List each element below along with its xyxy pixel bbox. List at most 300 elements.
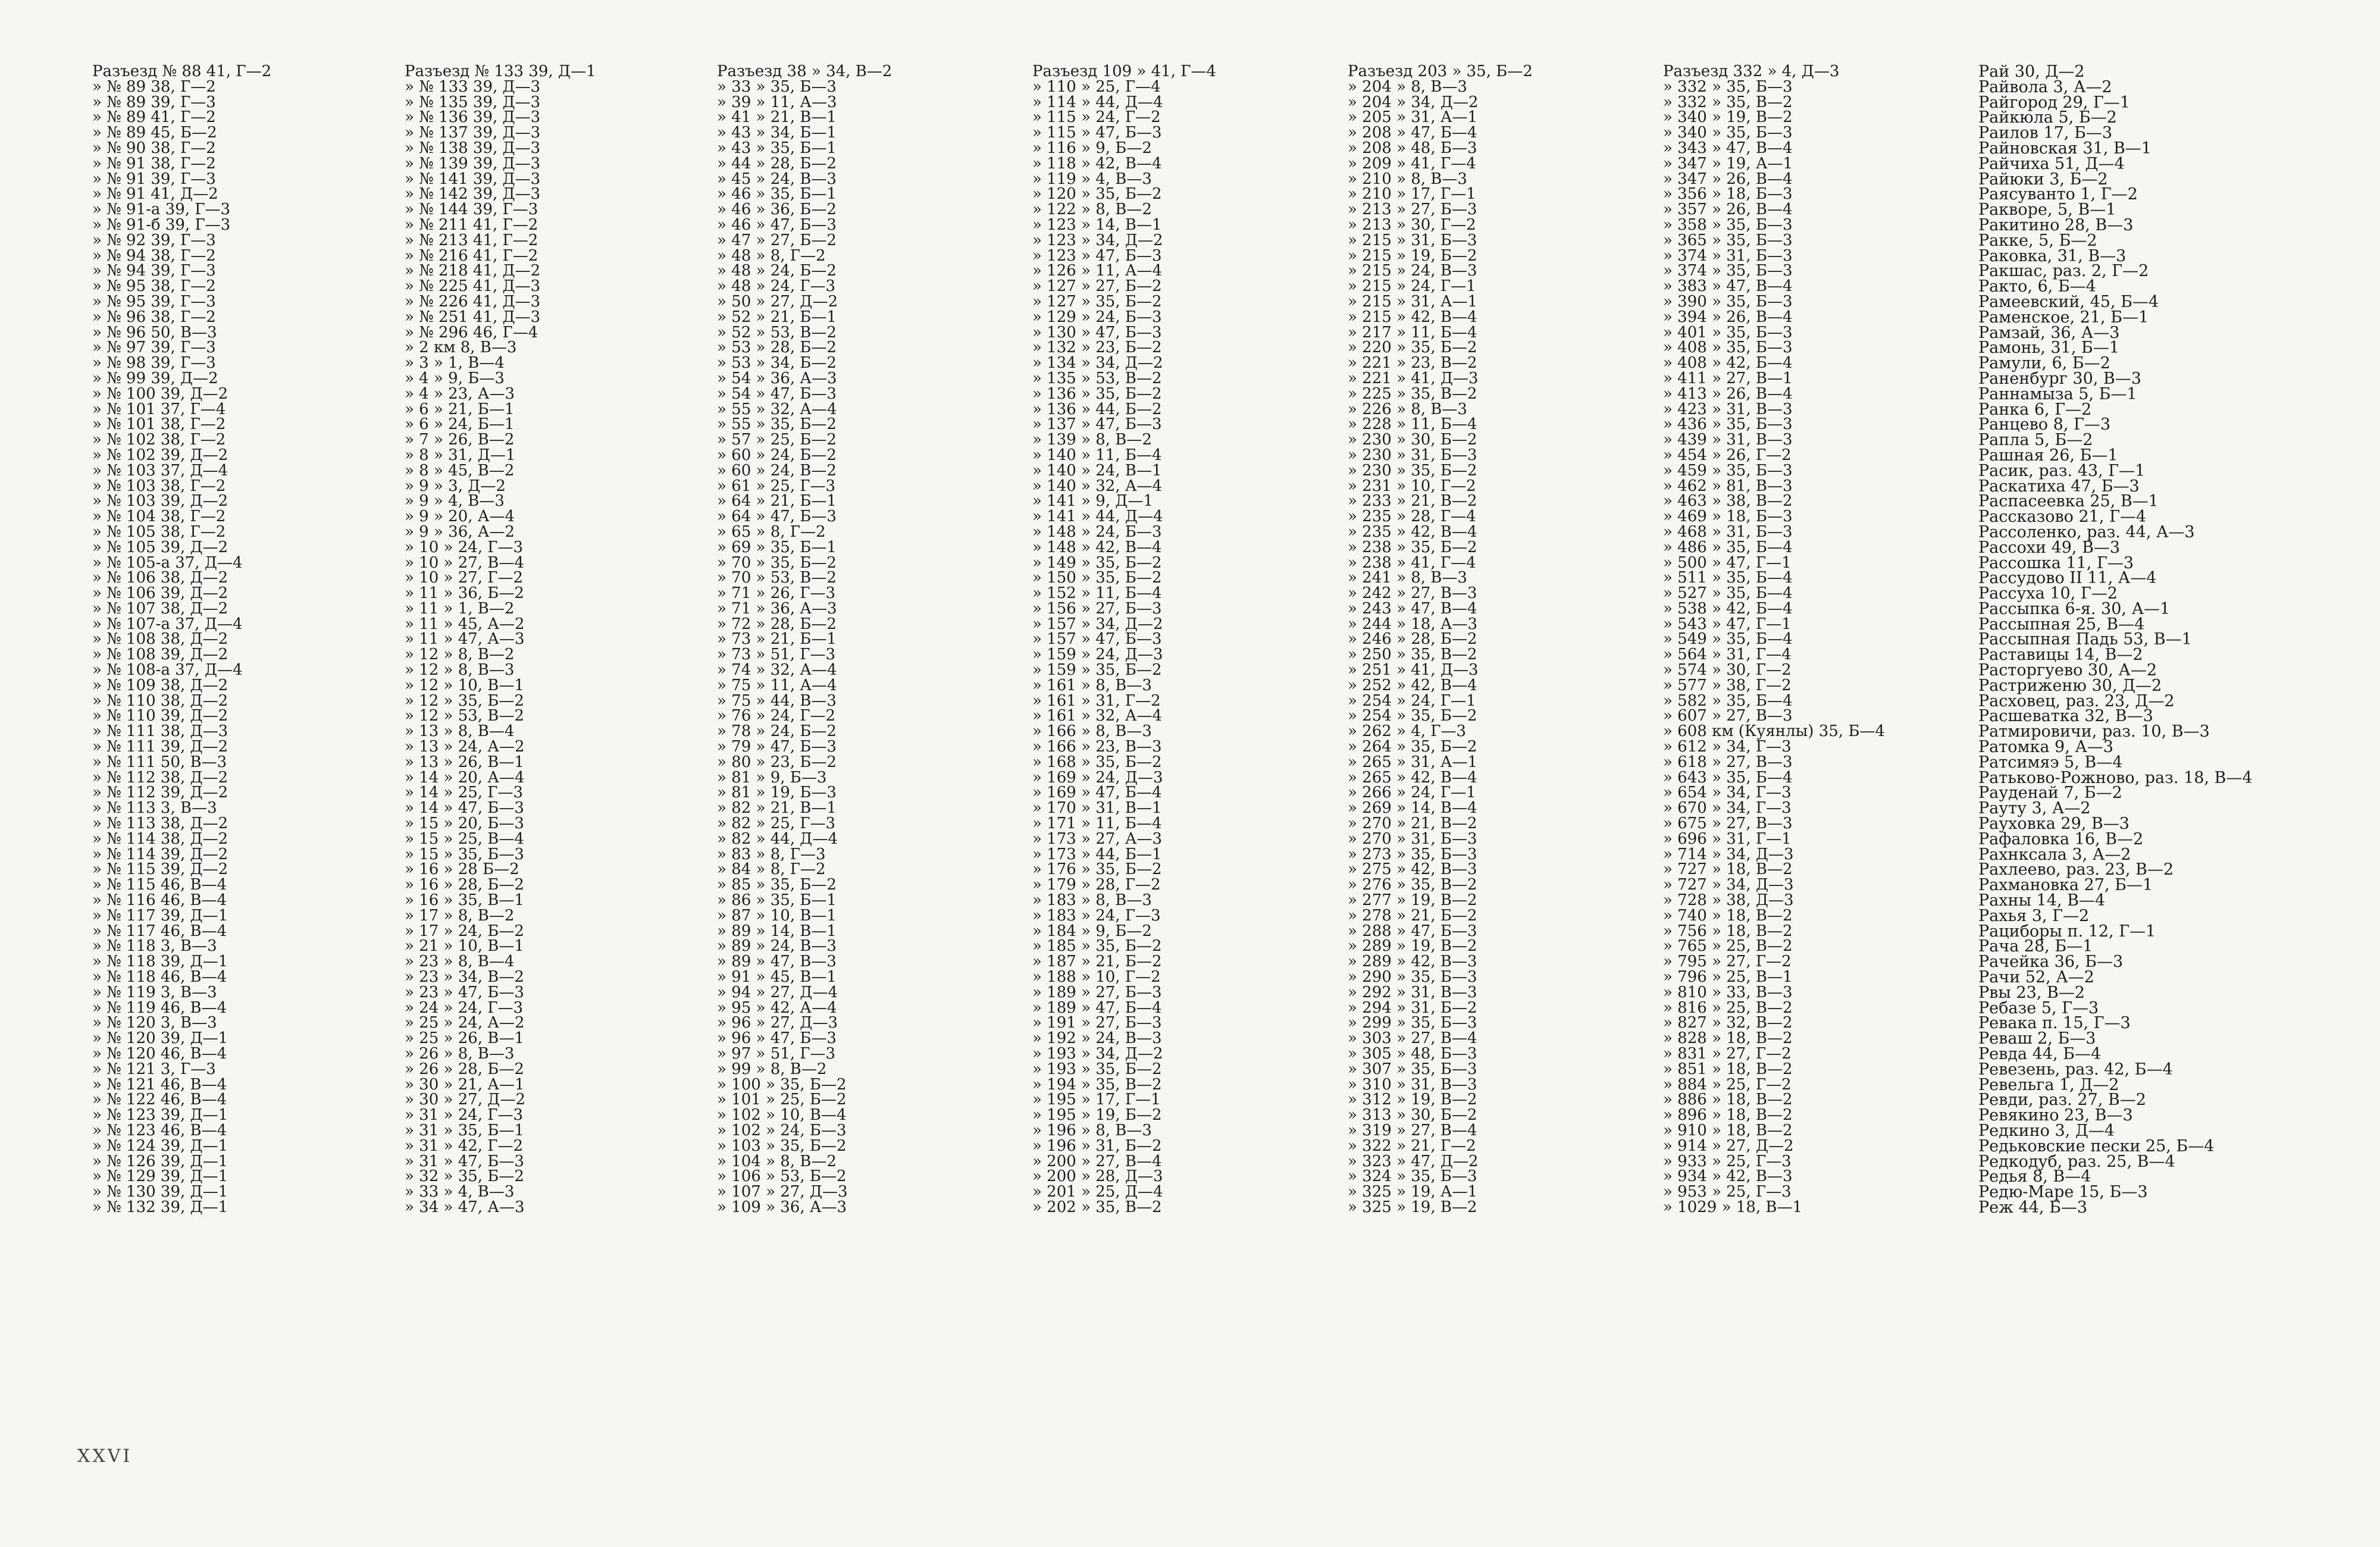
index-entry: » 161 » 32, А—4 xyxy=(1032,707,1163,725)
index-entry: » 313 » 30, Б—2 xyxy=(1348,1106,1477,1125)
index-entry: » 136 » 35, Б—2 xyxy=(1032,384,1162,403)
index-entry: » 582 » 35, Б—4 xyxy=(1663,691,1793,710)
index-entry: » 527 » 35, Б—4 xyxy=(1663,584,1793,603)
index-entry: » 26 » 8, В—3 xyxy=(405,1045,515,1063)
index-entry: » № 216 41, Г—2 xyxy=(405,246,538,265)
index-entry: » 795 » 27, Г—2 xyxy=(1663,953,1792,971)
index-entry: Рассказово 21, Г—4 xyxy=(1978,508,2147,527)
index-entry: Разъезд 109 » 41, Г—4 xyxy=(1032,62,1216,80)
index-entry: Рассоленко, раз. 44, А—3 xyxy=(1978,522,2195,541)
index-entry: » 884 » 25, Г—2 xyxy=(1663,1075,1792,1094)
index-entry: Редкино 3, Д—4 xyxy=(1978,1121,2115,1140)
index-entry: Раставицы 14, В—2 xyxy=(1978,646,2143,665)
index-entry: » 204 » 8, В—3 xyxy=(1348,77,1467,96)
index-entry: » 9 » 4, В—3 xyxy=(405,492,505,511)
index-entry: » 289 » 42, В—3 xyxy=(1348,953,1477,971)
index-entry: » 54 » 47, Б—3 xyxy=(717,384,837,403)
index-entry: » № 141 39, Д—3 xyxy=(405,170,541,188)
index-entry: » № 118 39, Д—1 xyxy=(92,953,228,971)
index-entry: » 411 » 27, В—1 xyxy=(1663,369,1793,387)
index-entry: » № 94 39, Г—3 xyxy=(92,262,216,280)
index-entry: » 183 » 8, В—3 xyxy=(1032,891,1152,910)
index-entry: » 408 » 42, Б—4 xyxy=(1663,354,1793,372)
index-entry: » 48 » 24, Б—2 xyxy=(717,262,837,280)
index-entry: Реваш 2, Б—3 xyxy=(1978,1029,2096,1048)
index-entry: » 323 » 47, Д—2 xyxy=(1348,1152,1479,1170)
index-entry: » 120 » 35, Б—2 xyxy=(1032,185,1162,203)
index-entry: Ратьково-Рожново, раз. 18, В—4 xyxy=(1978,768,2253,787)
index-entry: » № 107 38, Д—2 xyxy=(92,599,228,618)
index-entry: » 64 » 21, Б—1 xyxy=(717,492,837,511)
index-entry: » 82 » 44, Д—4 xyxy=(717,829,838,848)
index-entry: » 26 » 28, Б—2 xyxy=(405,1060,524,1078)
index-entry: » 269 » 14, В—4 xyxy=(1348,799,1477,818)
index-entry: Раковка, 31, В—3 xyxy=(1978,246,2127,265)
index-entry: Рауту 3, А—2 xyxy=(1978,799,2091,818)
index-entry: » 185 » 35, Б—2 xyxy=(1032,937,1162,956)
index-entry: » 463 » 38, В—2 xyxy=(1663,492,1793,511)
index-entry: » 675 » 27, В—3 xyxy=(1663,815,1793,833)
index-entry: Рассохи 49, В—3 xyxy=(1978,538,2121,557)
index-entry: » 73 » 51, Г—3 xyxy=(717,646,836,664)
index-entry: » 15 » 35, Б—3 xyxy=(405,845,524,863)
index-entry: » 115 » 47, Б—3 xyxy=(1032,124,1162,142)
index-entry: Ревякино 23, В—3 xyxy=(1978,1106,2133,1125)
index-column-1 xyxy=(92,64,271,1216)
index-entry: » 192 » 24, В—3 xyxy=(1032,1029,1162,1048)
index-entry: » № 90 38, Г—2 xyxy=(92,139,216,157)
index-entry: » № 226 41, Д—3 xyxy=(405,292,541,311)
index-entry: » № 218 41, Д—2 xyxy=(405,262,541,280)
index-entry: Раскатиха 47, Б—3 xyxy=(1978,477,2140,496)
index-entry: » 357 » 26, В—4 xyxy=(1663,201,1793,219)
index-entry: » 238 » 41, Г—4 xyxy=(1348,553,1476,572)
index-entry: » 14 » 25, Г—3 xyxy=(405,784,524,802)
index-entry: Райкюла 5, Б—2 xyxy=(1978,108,2117,127)
index-entry: » 102 » 24, Б—3 xyxy=(717,1121,847,1139)
index-entry: » 953 » 25, Г—3 xyxy=(1663,1183,1792,1201)
index-entry: » 511 » 35, Б—4 xyxy=(1663,569,1793,587)
index-entry: » 72 » 28, Б—2 xyxy=(717,615,837,633)
index-entry: » № 112 38, Д—2 xyxy=(92,768,228,787)
index-entry: » 48 » 8, Г—2 xyxy=(717,246,826,265)
index-entry: » 10 » 24, Г—3 xyxy=(405,538,524,556)
index-entry: » 191 » 27, Б—3 xyxy=(1032,1014,1162,1032)
index-entry: » 215 » 31, А—1 xyxy=(1348,292,1478,311)
index-entry: » 104 » 8, В—2 xyxy=(717,1152,837,1170)
index-entry: Ревди, раз. 27, В—2 xyxy=(1978,1091,2146,1110)
index-entry: Рассыпная Падь 53, В—1 xyxy=(1978,630,2192,649)
index-entry: » 83 » 8, Г—3 xyxy=(717,845,826,863)
index-entry: » № 96 38, Г—2 xyxy=(92,308,216,326)
index-entry: » № 97 39, Г—3 xyxy=(92,339,216,357)
index-entry: » 230 » 30, Б—2 xyxy=(1348,431,1477,449)
index-entry: » 1029 » 18, В—1 xyxy=(1663,1198,1803,1216)
index-entry: Рай 30, Д—2 xyxy=(1978,62,2085,81)
index-entry: Рача 28, Б—1 xyxy=(1978,937,2093,956)
index-entry: » № 111 50, В—3 xyxy=(92,753,227,771)
index-entry: » 195 » 19, Б—2 xyxy=(1032,1106,1162,1125)
index-entry: » 933 » 25, Г—3 xyxy=(1663,1152,1792,1170)
index-entry: Рахнксала 3, А—2 xyxy=(1978,845,2131,864)
index-entry: » 215 » 42, В—4 xyxy=(1348,308,1477,326)
index-entry: » 262 » 4, Г—3 xyxy=(1348,722,1467,741)
index-entry: Райвола 3, А—2 xyxy=(1978,77,2112,96)
index-entry: » 324 » 35, Б—3 xyxy=(1348,1167,1477,1186)
index-entry: » 8 » 45, В—2 xyxy=(405,461,515,480)
index-entry: » 4 » 23, А—3 xyxy=(405,384,515,403)
index-entry: » 252 » 42, В—4 xyxy=(1348,676,1477,694)
index-entry: » № 119 3, В—3 xyxy=(92,983,217,1001)
index-entry: Рвы 23, В—2 xyxy=(1978,983,2085,1002)
index-entry: » № 129 39, Д—1 xyxy=(92,1167,228,1186)
index-entry: Раненбург 30, В—3 xyxy=(1978,369,2141,388)
index-entry: » 264 » 35, Б—2 xyxy=(1348,738,1477,756)
index-entry: » 423 » 31, В—3 xyxy=(1663,400,1793,418)
index-entry: » 9 » 3, Д—2 xyxy=(405,477,506,495)
index-entry: » 106 » 53, Б—2 xyxy=(717,1167,847,1186)
index-entry: Рамули, 6, Б—2 xyxy=(1978,354,2110,373)
index-entry: » 347 » 26, В—4 xyxy=(1663,170,1793,188)
index-entry: » 166 » 23, В—3 xyxy=(1032,738,1162,756)
index-entry: » 934 » 42, В—3 xyxy=(1663,1167,1793,1186)
index-entry: Рафаловка 16, В—2 xyxy=(1978,829,2144,848)
index-entry: » 95 » 42, А—4 xyxy=(717,998,837,1017)
index-entry: » № 213 41, Г—2 xyxy=(405,231,538,249)
index-entry: » 127 » 27, Б—2 xyxy=(1032,277,1162,296)
index-entry: » 31 » 42, Г—2 xyxy=(405,1136,524,1155)
index-entry: » № 211 41, Г—2 xyxy=(405,215,538,234)
index-entry: » 202 » 35, В—2 xyxy=(1032,1198,1162,1216)
index-entry: » 390 » 35, Б—3 xyxy=(1663,292,1793,311)
index-entry: » 250 » 35, В—2 xyxy=(1348,646,1477,664)
index-entry: » № 89 38, Г—2 xyxy=(92,77,216,96)
index-entry: Ранцево 8, Г—3 xyxy=(1978,415,2111,434)
index-entry: » 132 » 23, Б—2 xyxy=(1032,339,1162,357)
index-entry: Распасеевка 25, В—1 xyxy=(1978,492,2159,511)
index-entry: » 851 » 18, В—2 xyxy=(1663,1060,1793,1078)
index-entry: » 459 » 35, Б—3 xyxy=(1663,461,1793,480)
index-entry: » 89 » 24, В—3 xyxy=(717,937,837,956)
index-entry: » 343 » 47, В—4 xyxy=(1663,139,1793,157)
index-entry: » 89 » 47, В—3 xyxy=(717,953,837,971)
index-entry: » 168 » 35, Б—2 xyxy=(1032,753,1162,771)
index-entry: Рахмановка 27, Б—1 xyxy=(1978,876,2153,895)
index-entry: » 896 » 18, В—2 xyxy=(1663,1106,1793,1125)
index-entry: » 246 » 28, Б—2 xyxy=(1348,630,1477,649)
index-entry: Ревезень, раз. 42, Б—4 xyxy=(1978,1060,2173,1079)
index-entry: » 200 » 27, В—4 xyxy=(1032,1152,1162,1170)
index-entry: Рамонь, 31, Б—1 xyxy=(1978,339,2119,358)
index-entry: » 210 » 17, Г—1 xyxy=(1348,185,1476,203)
index-entry: Расик, раз. 43, Г—1 xyxy=(1978,461,2146,480)
index-entry: » 205 » 31, А—1 xyxy=(1348,108,1478,127)
index-entry: » 196 » 8, В—3 xyxy=(1032,1121,1152,1139)
index-entry: » № 106 38, Д—2 xyxy=(92,569,228,587)
index-entry: » 347 » 19, А—1 xyxy=(1663,154,1793,173)
index-entry: » 39 » 11, А—3 xyxy=(717,93,837,111)
index-entry: » 122 » 8, В—2 xyxy=(1032,201,1152,219)
index-entry: » 3 » 1, В—4 xyxy=(405,354,505,372)
index-entry: » 84 » 8, Г—2 xyxy=(717,860,826,879)
index-entry: Ракто, 6, Б—4 xyxy=(1978,277,2096,296)
index-entry: » 270 » 21, В—2 xyxy=(1348,815,1477,833)
index-entry: » 500 » 47, Г—1 xyxy=(1663,553,1792,572)
index-entry: » № 89 39, Г—3 xyxy=(92,93,216,111)
index-entry: Ратсимяэ 5, В—4 xyxy=(1978,753,2123,772)
index-entry: Разъезд 203 » 35, Б—2 xyxy=(1348,62,1533,80)
index-column-3 xyxy=(717,64,892,1216)
index-entry: » № 99 39, Д—2 xyxy=(92,369,218,387)
index-entry: » 43 » 34, Б—1 xyxy=(717,124,837,142)
index-entry: » 454 » 26, Г—2 xyxy=(1663,446,1792,464)
index-entry: » 187 » 21, Б—2 xyxy=(1032,953,1162,971)
index-entry: » 228 » 11, Б—4 xyxy=(1348,415,1477,434)
index-entry: » № 105-а 37, Д—4 xyxy=(92,553,243,572)
index-entry: » 130 » 47, Б—3 xyxy=(1032,323,1162,342)
index-entry: » 65 » 8, Г—2 xyxy=(717,522,826,541)
index-entry: » 714 » 34, Д—3 xyxy=(1663,845,1794,863)
index-entry: Ранка 6, Г—2 xyxy=(1978,400,2092,419)
index-entry: » № 115 46, В—4 xyxy=(92,876,227,894)
index-entry: » 32 » 35, Б—2 xyxy=(405,1167,524,1186)
index-entry: » № 296 46, Г—4 xyxy=(405,323,538,342)
index-entry: » 831 » 27, Г—2 xyxy=(1663,1045,1792,1063)
index-entry: » № 96 50, В—3 xyxy=(92,323,217,342)
index-entry: Рауховка 29, В—3 xyxy=(1978,815,2130,834)
index-entry: » 290 » 35, Б—3 xyxy=(1348,968,1477,987)
index-entry: » 204 » 34, Д—2 xyxy=(1348,93,1479,111)
index-entry: » № 120 3, В—3 xyxy=(92,1014,217,1032)
index-entry: » 115 » 24, Г—2 xyxy=(1032,108,1161,127)
index-entry: » 6 » 24, Б—1 xyxy=(405,415,515,434)
index-entry: » 332 » 35, В—2 xyxy=(1663,93,1793,111)
index-entry: Расховец, раз. 23, Д—2 xyxy=(1978,691,2175,710)
index-entry: » № 133 39, Д—3 xyxy=(405,77,541,96)
index-entry: » № 91 39, Г—3 xyxy=(92,170,216,188)
index-entry: » № 92 39, Г—3 xyxy=(92,231,216,249)
index-entry: » 394 » 26, В—4 xyxy=(1663,308,1793,326)
index-entry: » 157 » 34, Д—2 xyxy=(1032,615,1163,633)
index-entry: » № 113 3, В—3 xyxy=(92,799,217,818)
index-entry: » 254 » 35, Б—2 xyxy=(1348,707,1477,725)
index-entry: » 608 км (Куянлы) 35, Б—4 xyxy=(1663,722,1885,741)
index-entry: » 12 » 8, В—2 xyxy=(405,646,515,664)
index-entry: » 299 » 35, Б—3 xyxy=(1348,1014,1477,1032)
index-entry: » 114 » 44, Д—4 xyxy=(1032,93,1163,111)
index-entry: Ракке, 5, Б—2 xyxy=(1978,231,2097,250)
index-entry: » 101 » 25, Б—2 xyxy=(717,1091,847,1109)
index-entry: » № 111 38, Д—3 xyxy=(92,722,228,741)
index-entry: » 71 » 36, А—3 xyxy=(717,599,837,618)
index-entry: » № 137 39, Д—3 xyxy=(405,124,541,142)
index-entry: » 46 » 47, Б—3 xyxy=(717,215,837,234)
index-entry: » 91 » 45, В—1 xyxy=(717,968,837,987)
index-entry: » 225 » 35, В—2 xyxy=(1348,384,1477,403)
index-entry: » 11 » 45, А—2 xyxy=(405,615,525,633)
index-entry: » 275 » 42, В—3 xyxy=(1348,860,1477,879)
index-entry: » 230 » 35, Б—2 xyxy=(1348,461,1477,480)
index-entry: Реж 44, Б—3 xyxy=(1978,1198,2088,1217)
index-entry: » 265 » 31, А—1 xyxy=(1348,753,1478,771)
index-entry: » 86 » 35, Б—1 xyxy=(717,891,837,910)
index-entry: » 166 » 8, В—3 xyxy=(1032,722,1152,741)
index-entry: » № 124 39, Д—1 xyxy=(92,1136,228,1155)
index-entry: » 294 » 31, Б—2 xyxy=(1348,998,1477,1017)
index-entry: » 16 » 35, В—1 xyxy=(405,891,524,910)
index-entry: » 119 » 4, В—3 xyxy=(1032,170,1152,188)
index-entry: » 332 » 35, Б—3 xyxy=(1663,77,1793,96)
index-entry: » 9 » 20, А—4 xyxy=(405,508,515,526)
index-entry: » 193 » 34, Д—2 xyxy=(1032,1045,1163,1063)
index-entry: » 189 » 47, Б—4 xyxy=(1032,998,1162,1017)
index-entry: » 810 » 33, В—3 xyxy=(1663,983,1793,1001)
index-entry: » 273 » 35, Б—3 xyxy=(1348,845,1477,863)
index-entry: » 209 » 41, Г—4 xyxy=(1348,154,1476,173)
index-entry: » 102 » 10, В—4 xyxy=(717,1106,847,1125)
index-entry: » 161 » 8, В—3 xyxy=(1032,676,1152,694)
index-column-4 xyxy=(1032,64,1216,1216)
index-entry: » 24 » 24, Г—3 xyxy=(405,998,524,1017)
index-entry: » № 95 38, Г—2 xyxy=(92,277,216,296)
index-entry: » 69 » 35, Б—1 xyxy=(717,538,837,556)
index-entry: » № 136 39, Д—3 xyxy=(405,108,541,127)
index-entry: » № 94 38, Г—2 xyxy=(92,246,216,265)
index-entry: Редьковские пески 25, Б—4 xyxy=(1978,1136,2215,1155)
index-entry: » № 120 39, Д—1 xyxy=(92,1029,228,1048)
index-entry: » 21 » 10, В—1 xyxy=(405,937,524,956)
index-entry: » 60 » 24, В—2 xyxy=(717,461,837,480)
index-entry: » 75 » 11, А—4 xyxy=(717,676,837,694)
index-entry: Разъезд 38 » 34, В—2 xyxy=(717,62,892,80)
index-entry: » 292 » 31, В—3 xyxy=(1348,983,1477,1001)
index-entry: » № 118 46, В—4 xyxy=(92,968,227,987)
index-entry: » 305 » 48, Б—3 xyxy=(1348,1045,1477,1063)
index-entry: » 89 » 14, В—1 xyxy=(717,922,837,940)
index-entry: » № 101 38, Г—2 xyxy=(92,415,226,434)
index-entry: » № 117 39, Д—1 xyxy=(92,906,228,925)
index-entry: » 325 » 19, В—2 xyxy=(1348,1198,1477,1216)
index-entry: » 12 » 8, В—3 xyxy=(405,661,515,679)
index-entry: » 33 » 4, В—3 xyxy=(405,1183,515,1201)
index-entry: » 436 » 35, Б—3 xyxy=(1663,415,1793,434)
index-entry: » № 119 46, В—4 xyxy=(92,998,227,1017)
index-entry: » 288 » 47, Б—3 xyxy=(1348,922,1477,940)
index-entry: » 7 » 26, В—2 xyxy=(405,431,515,449)
index-entry: » 109 » 36, А—3 xyxy=(717,1198,847,1216)
index-entry: » № 107-а 37, Д—4 xyxy=(92,615,243,633)
index-entry: Рахны 14, В—4 xyxy=(1978,891,2106,910)
index-entry: » 71 » 26, Г—3 xyxy=(717,584,836,603)
index-entry: » 201 » 25, Д—4 xyxy=(1032,1183,1163,1201)
index-entry: » № 144 39, Г—3 xyxy=(405,201,538,219)
index-entry: » 96 » 47, Б—3 xyxy=(717,1029,837,1048)
index-entry: » 46 » 36, Б—2 xyxy=(717,201,837,219)
index-entry: » 358 » 35, Б—3 xyxy=(1663,215,1793,234)
index-entry: » 756 » 18, В—2 xyxy=(1663,922,1793,940)
index-entry: » 270 » 31, Б—3 xyxy=(1348,829,1477,848)
index-entry: » № 110 39, Д—2 xyxy=(92,707,228,725)
index-entry: » 170 » 31, В—1 xyxy=(1032,799,1162,818)
index-entry: » 213 » 30, Г—2 xyxy=(1348,215,1476,234)
index-entry: » № 103 38, Г—2 xyxy=(92,477,226,495)
index-entry: » 110 » 25, Г—4 xyxy=(1032,77,1161,96)
index-entry: » 215 » 31, Б—3 xyxy=(1348,231,1477,249)
index-entry: » 141 » 9, Д—1 xyxy=(1032,492,1153,511)
index-entry: » № 114 38, Д—2 xyxy=(92,829,228,848)
index-entry: » № 109 38, Д—2 xyxy=(92,676,228,694)
index-entry: » 81 » 19, Б—3 xyxy=(717,784,837,802)
index-entry: » 31 » 35, Б—1 xyxy=(405,1121,524,1139)
index-entry: » 15 » 25, В—4 xyxy=(405,829,524,848)
index-entry: Раннамыза 5, Б—1 xyxy=(1978,384,2137,403)
index-entry: » 196 » 31, Б—2 xyxy=(1032,1136,1162,1155)
index-entry: » 16 » 28 Б—2 xyxy=(405,860,519,879)
index-entry: » 696 » 31, Г—1 xyxy=(1663,829,1792,848)
index-entry: » 188 » 10, Г—2 xyxy=(1032,968,1161,987)
index-entry: » 54 » 36, А—3 xyxy=(717,369,837,387)
index-entry: » 55 » 32, А—4 xyxy=(717,400,837,418)
index-entry: » 78 » 24, Б—2 xyxy=(717,722,837,741)
index-entry: » 6 » 21, Б—1 xyxy=(405,400,515,418)
index-entry: » 564 » 31, Г—4 xyxy=(1663,646,1792,664)
index-entry: » 123 » 14, В—1 xyxy=(1032,215,1162,234)
index-entry: » 34 » 47, А—3 xyxy=(405,1198,525,1216)
index-entry: Ракшас, раз. 2, Г—2 xyxy=(1978,262,2149,281)
index-entry: » № 103 39, Д—2 xyxy=(92,492,228,511)
index-entry: » 220 » 35, Б—2 xyxy=(1348,339,1477,357)
index-entry: » 47 » 27, Б—2 xyxy=(717,231,837,249)
index-entry: » 149 » 35, Б—2 xyxy=(1032,553,1162,572)
index-entry: Рассуха 10, Г—2 xyxy=(1978,584,2118,603)
index-entry: » № 91-б 39, Г—3 xyxy=(92,215,231,234)
index-entry: » 25 » 26, В—1 xyxy=(405,1029,524,1048)
index-entry: » 727 » 34, Д—3 xyxy=(1663,876,1794,894)
index-entry: » № 102 39, Д—2 xyxy=(92,446,228,464)
index-entry: » 2 км 8, В—3 xyxy=(405,339,517,357)
index-entry: » 13 » 24, А—2 xyxy=(405,738,525,756)
index-entry: » 107 » 27, Д—3 xyxy=(717,1183,848,1201)
index-entry: Ревельга 1, Д—2 xyxy=(1978,1075,2119,1094)
index-entry: » 828 » 18, В—2 xyxy=(1663,1029,1793,1048)
index-entry: » 543 » 47, Г—1 xyxy=(1663,615,1792,633)
index-entry: Ревака п. 15, Г—3 xyxy=(1978,1014,2131,1033)
index-entry: » 159 » 24, Д—3 xyxy=(1032,646,1163,664)
index-entry: » 139 » 8, В—2 xyxy=(1032,431,1152,449)
index-entry: » 289 » 19, В—2 xyxy=(1348,937,1477,956)
index-entry: » 140 » 24, В—1 xyxy=(1032,461,1162,480)
index-entry: » 618 » 27, В—3 xyxy=(1663,753,1793,771)
index-entry: Ревда 44, Б—4 xyxy=(1978,1045,2102,1063)
index-entry: » № 123 39, Д—1 xyxy=(92,1106,228,1125)
index-entry: Райюки 3, Б—2 xyxy=(1978,170,2108,189)
index-entry: Рациборы п. 12, Г—1 xyxy=(1978,922,2156,941)
index-entry: Ракитино 28, В—3 xyxy=(1978,215,2134,234)
index-entry: » 235 » 28, Г—4 xyxy=(1348,508,1476,526)
index-entry: Райновская 31, В—1 xyxy=(1978,139,2152,158)
index-entry: » 15 » 20, Б—3 xyxy=(405,815,524,833)
index-entry: » 241 » 8, В—3 xyxy=(1348,569,1467,587)
index-entry: » 184 » 9, Б—2 xyxy=(1032,922,1152,940)
index-entry: » 816 » 25, В—2 xyxy=(1663,998,1793,1017)
index-entry: » № 89 41, Г—2 xyxy=(92,108,216,127)
index-entry: » № 102 38, Г—2 xyxy=(92,431,226,449)
index-entry: » № 106 39, Д—2 xyxy=(92,584,228,603)
index-entry: » 169 » 47, Б—4 xyxy=(1032,784,1162,802)
index-entry: » 439 » 31, В—3 xyxy=(1663,431,1793,449)
index-entry: » 312 » 19, В—2 xyxy=(1348,1091,1477,1109)
index-entry: » 383 » 47, В—4 xyxy=(1663,277,1793,296)
